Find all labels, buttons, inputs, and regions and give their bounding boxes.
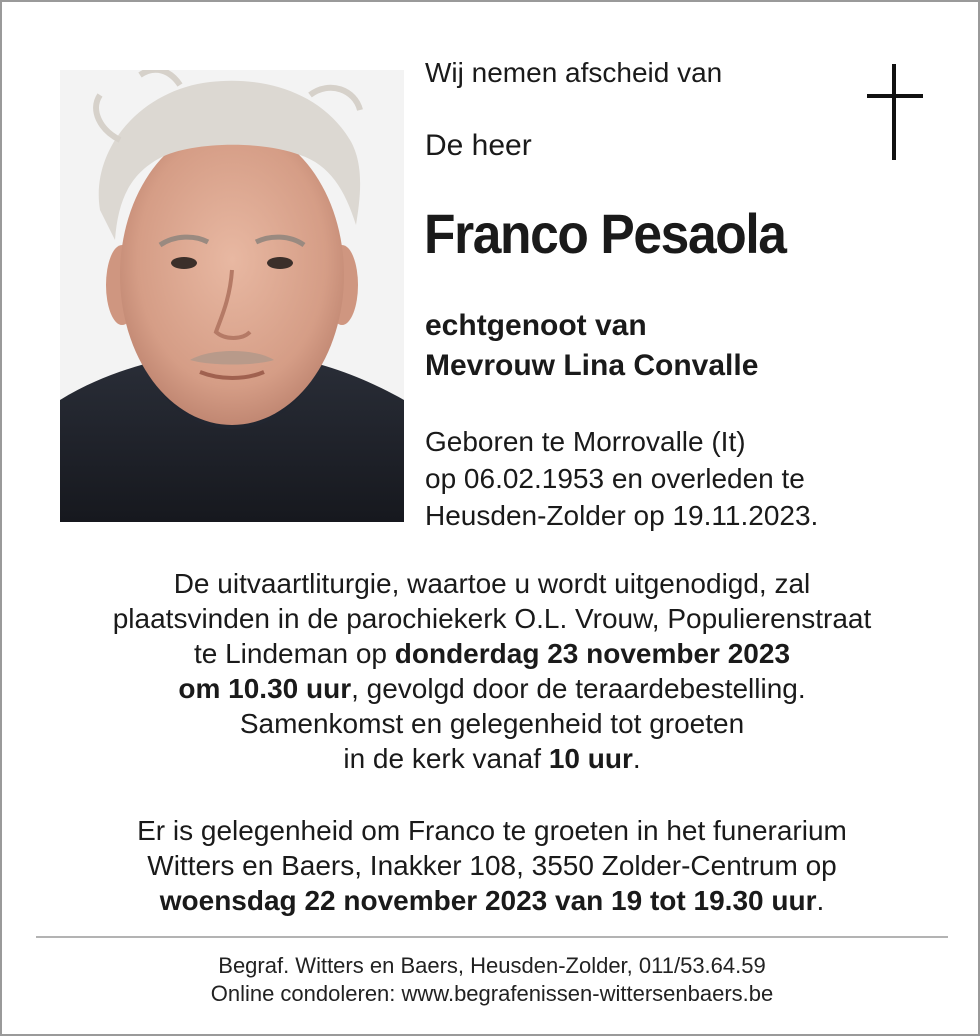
cross-horizontal-bar <box>867 94 923 98</box>
cross-vertical-bar <box>892 64 896 160</box>
gathering-time: 10 uur <box>548 743 633 774</box>
deceased-name: Franco Pesaola <box>424 202 786 265</box>
ceremony-line-6 <box>32 741 952 776</box>
portrait-photo <box>60 70 404 522</box>
ceremony-line-1: De uitvaartliturgie, waartoe u wordt uitgenodigd, zal <box>173 568 811 599</box>
ceremony-details <box>32 566 952 776</box>
birth-death-info <box>425 423 818 534</box>
birth-line-3: Heusden-Zolder op 19.11.2023. <box>425 500 819 531</box>
gathering-period: . <box>632 743 641 774</box>
footer <box>32 952 952 1008</box>
visitation-line-1: Er is gelegenheid om Franco te groeten in het funerarium <box>137 815 847 846</box>
ceremony-place-text: te Lindeman op <box>193 638 395 669</box>
visitation-datetime: woensdag 22 november 2023 van 19 tot 19.30 uur <box>159 885 817 916</box>
gathering-text: in de kerk vanaf <box>343 743 549 774</box>
spouse-info <box>425 306 758 386</box>
spouse-line-1: echtgenoot van <box>425 309 647 342</box>
intro-text: Wij nemen afscheid van <box>425 57 723 88</box>
ceremony-line-4 <box>32 671 952 706</box>
funeral-home-contact: Begraf. Witters en Baers, Heusden-Zolder, 011/53.64.59 <box>218 953 766 978</box>
ceremony-date: donderdag 23 november 2023 <box>394 638 791 669</box>
spouse-line-2: Mevrouw Lina Convalle <box>425 349 759 382</box>
online-condolences: Online condoleren: www.begrafenissen-wittersenbaers.be <box>210 981 774 1006</box>
footer-divider <box>36 936 948 938</box>
honorific-title: De heer <box>425 129 532 162</box>
visitation-period: . <box>816 885 825 916</box>
visitation-details <box>32 813 952 918</box>
birth-line-2: op 06.02.1953 en overleden te <box>425 463 805 494</box>
visitation-line-3 <box>32 883 952 918</box>
ceremony-line-5: Samenkomst en gelegenheid tot groeten <box>239 708 745 739</box>
visitation-line-2: Witters en Baers, Inakker 108, 3550 Zolder-Centrum op <box>147 850 837 881</box>
ceremony-burial-text: , gevolgd door de teraardebestelling. <box>351 673 806 704</box>
cross-icon <box>864 64 924 160</box>
ceremony-line-3 <box>32 636 952 671</box>
ceremony-time: om 10.30 uur <box>178 673 352 704</box>
birth-line-1: Geboren te Morrovalle (It) <box>425 426 746 457</box>
ceremony-line-2: plaatsvinden in de parochiekerk O.L. Vrouw, Populierenstraat <box>112 603 872 634</box>
